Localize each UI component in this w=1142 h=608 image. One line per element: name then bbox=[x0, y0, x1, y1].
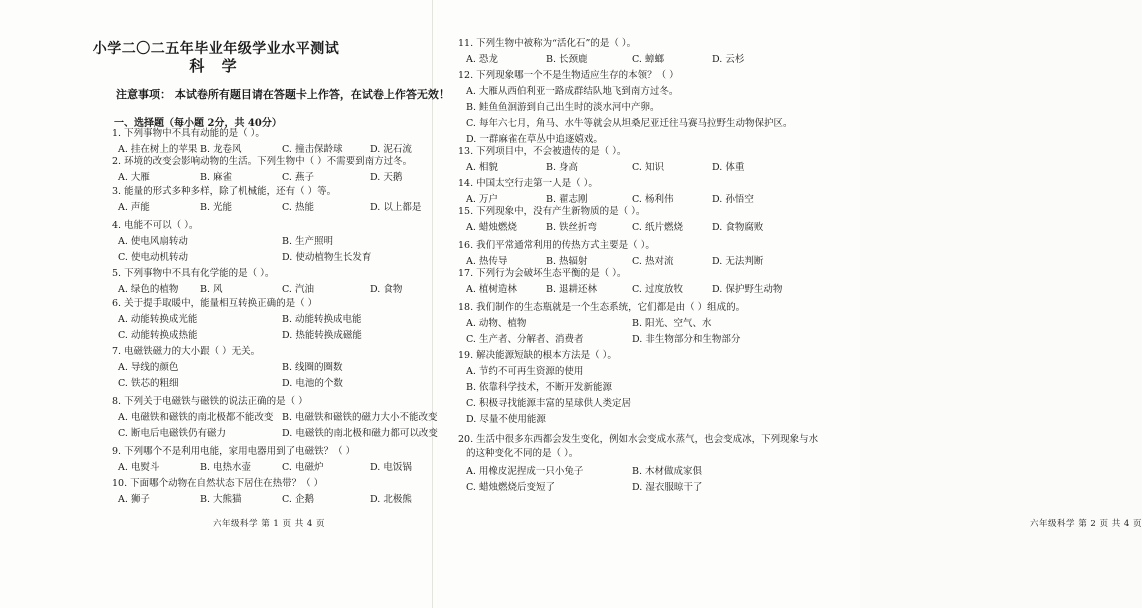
answer-option: D. 电磁铁的南北极和磁力都可以改变 bbox=[282, 428, 438, 439]
answer-option: C. 热能 bbox=[282, 202, 314, 213]
answer-option: A. 相貌 bbox=[466, 162, 498, 173]
answer-option: C. 企鹅 bbox=[282, 494, 314, 505]
question-text: 20. 生活中很多东西都会发生变化，例如水会变成水蒸气，也会变成冰，下列现象与水 bbox=[458, 434, 819, 445]
answer-option: D. 孙悟空 bbox=[712, 194, 754, 205]
question-text: 16. 我们平常通常利用的传热方式主要是（ ）。 bbox=[458, 240, 655, 251]
exam-subject: 科 学 bbox=[189, 57, 243, 75]
answer-option: D. 北极熊 bbox=[370, 494, 412, 505]
answer-option: C. 电磁炉 bbox=[282, 462, 324, 473]
answer-option: A. 动能转换成光能 bbox=[118, 314, 198, 325]
answer-option: A. 电熨斗 bbox=[118, 462, 160, 473]
answer-option: D. 湿衣服晾干了 bbox=[632, 482, 703, 493]
question-text: 3. 能量的形式多种多样，除了机械能，还有（ ）等。 bbox=[112, 186, 337, 197]
question-text: 2. 环境的改变会影响动物的生活。下列生物中（ ）不需要到南方过冬。 bbox=[112, 156, 413, 167]
right-page-footer: 六年级科学 第 2 页 共 4 页 bbox=[1030, 519, 1142, 529]
answer-option: C. 汽油 bbox=[282, 284, 314, 295]
answer-option: A. 万户 bbox=[466, 194, 498, 205]
answer-option: A. 绿色的植物 bbox=[118, 284, 179, 295]
answer-option: A. 恐龙 bbox=[466, 54, 498, 65]
answer-option: B. 光能 bbox=[200, 202, 233, 213]
answer-option: A. 热传导 bbox=[466, 256, 508, 267]
answer-option: B. 动能转换成电能 bbox=[282, 314, 362, 325]
question-text: 15. 下列现象中，没有产生新物质的是（ ）。 bbox=[458, 206, 646, 217]
answer-option: B. 电热水壶 bbox=[200, 462, 252, 473]
answer-option: B. 龙卷风 bbox=[200, 144, 242, 155]
question-text: 6. 关于提手取暖中，能量相互转换正确的是（ ） bbox=[112, 298, 318, 309]
question-text: 7. 电磁铁磁力的大小跟（ ）无关。 bbox=[112, 346, 261, 357]
answer-option: C. 撞击保龄球 bbox=[282, 144, 343, 155]
question-text: 13. 下列项目中，不会被遗传的是（ ）。 bbox=[458, 146, 627, 157]
answer-option: C. 蜡烛燃烧后变短了 bbox=[466, 482, 555, 493]
answer-option: B. 电磁铁和磁铁的磁力大小不能改变 bbox=[282, 412, 438, 423]
answer-option: A. 使电风扇转动 bbox=[118, 236, 188, 247]
question-text: 18. 我们制作的生态瓶就是一个生态系统，它们都是由（ ）组成的。 bbox=[458, 302, 746, 313]
right-page bbox=[432, 0, 1142, 608]
answer-option: D. 非生物部分和生物部分 bbox=[632, 334, 741, 345]
answer-option: C. 动能转换成热能 bbox=[118, 330, 198, 341]
answer-option: C. 燕子 bbox=[282, 172, 314, 183]
answer-option: A. 导线的颜色 bbox=[118, 362, 179, 373]
answer-option: B. 长颈鹿 bbox=[546, 54, 588, 65]
answer-option: D. 无法判断 bbox=[712, 256, 764, 267]
answer-option: C. 积极寻找能源丰富的星球供人类定居 bbox=[466, 398, 631, 409]
answer-option: D. 食物 bbox=[370, 284, 403, 295]
left-page bbox=[0, 0, 450, 608]
answer-option: D. 尽量不使用能源 bbox=[466, 414, 546, 425]
answer-option: B. 阳光、空气、水 bbox=[632, 318, 712, 329]
question-text: 14. 中国太空行走第一人是（ ）。 bbox=[458, 178, 598, 189]
answer-option: A. 蜡烛燃烧 bbox=[466, 222, 517, 233]
answer-option: D. 体重 bbox=[712, 162, 745, 173]
answer-option: C. 杨利伟 bbox=[632, 194, 674, 205]
answer-option: B. 大熊猫 bbox=[200, 494, 242, 505]
answer-option: D. 食物腐败 bbox=[712, 222, 764, 233]
answer-option: B. 生产照明 bbox=[282, 236, 334, 247]
answer-option: B. 线圈的圈数 bbox=[282, 362, 343, 373]
answer-option: D. 保护野生动物 bbox=[712, 284, 783, 295]
left-page-footer: 六年级科学 第 1 页 共 4 页 bbox=[213, 519, 326, 529]
question-text-continued: 的这种变化不同的是（ ）。 bbox=[466, 448, 579, 459]
answer-option: A. 用橡皮泥捏成一只小兔子 bbox=[466, 466, 584, 477]
answer-option: B. 木材做成家俱 bbox=[632, 466, 703, 477]
answer-option: D. 一群麻雀在草丛中追逐嬉戏。 bbox=[466, 134, 603, 145]
answer-option: D. 天鹅 bbox=[370, 172, 403, 183]
answer-option: C. 断电后电磁铁仍有磁力 bbox=[118, 428, 226, 439]
question-text: 17. 下列行为会破坏生态平衡的是（ ）。 bbox=[458, 268, 627, 279]
answer-option: C. 过度放牧 bbox=[632, 284, 683, 295]
answer-option: C. 使电动机转动 bbox=[118, 252, 188, 263]
question-text: 1. 下列事物中不具有动能的是（ ）。 bbox=[112, 128, 265, 139]
answer-option: A. 电磁铁和磁铁的南北极都不能改变 bbox=[118, 412, 274, 423]
answer-option: C. 生产者、分解者、消费者 bbox=[466, 334, 584, 345]
answer-option: D. 热能转换成磁能 bbox=[282, 330, 362, 341]
answer-option: B. 铁丝折弯 bbox=[546, 222, 598, 233]
answer-option: D. 电池的个数 bbox=[282, 378, 343, 389]
answer-option: C. 知识 bbox=[632, 162, 664, 173]
answer-option: B. 翟志刚 bbox=[546, 194, 588, 205]
question-text: 9. 下列哪个不是利用电能，家用电器用到了电磁铁？（ ） bbox=[112, 446, 356, 457]
answer-option: D. 使动植物生长发育 bbox=[282, 252, 372, 263]
section-heading: 一、选择题（每小题 2分，共 40分） bbox=[114, 118, 282, 129]
exam-notice: 注意事项： 本试卷所有题目请在答题卡上作答，在试卷上作答无效！ bbox=[116, 88, 450, 101]
question-text: 5. 下列事物中不具有化学能的是（ ）。 bbox=[112, 268, 275, 279]
answer-option: B. 热辐射 bbox=[546, 256, 588, 267]
answer-option: C. 纸片燃烧 bbox=[632, 222, 683, 233]
answer-option: C. 铁芯的粗细 bbox=[118, 378, 179, 389]
answer-option: C. 蟑螂 bbox=[632, 54, 664, 65]
question-text: 19. 解决能源短缺的根本方法是（ ）。 bbox=[458, 350, 617, 361]
answer-option: B. 退耕还林 bbox=[546, 284, 598, 295]
answer-option: C. 每年六七月，角马、水牛等就会从坦桑尼亚迁往马赛马拉野生动物保护区。 bbox=[466, 118, 793, 129]
answer-option: A. 大雁从西伯利亚一路成群结队地飞到南方过冬。 bbox=[466, 86, 679, 97]
question-text: 12. 下列现象哪一个不是生物适应生存的本领？（ ） bbox=[458, 70, 679, 81]
answer-option: D. 云杉 bbox=[712, 54, 745, 65]
answer-option: B. 风 bbox=[200, 284, 223, 295]
answer-option: A. 挂在树上的苹果 bbox=[118, 144, 198, 155]
answer-option: B. 依靠科学技术，不断开发新能源 bbox=[466, 382, 613, 393]
answer-option: C. 热对流 bbox=[632, 256, 674, 267]
answer-option: D. 电饭锅 bbox=[370, 462, 412, 473]
answer-option: B. 麻雀 bbox=[200, 172, 233, 183]
answer-option: D. 泥石流 bbox=[370, 144, 412, 155]
answer-option: B. 身高 bbox=[546, 162, 579, 173]
answer-option: A. 大雁 bbox=[118, 172, 150, 183]
answer-option: A. 声能 bbox=[118, 202, 150, 213]
question-text: 11. 下列生物中被称为“活化石”的是（ ）。 bbox=[458, 38, 637, 49]
answer-option: D. 以上都是 bbox=[370, 202, 422, 213]
answer-option: B. 鲑鱼鱼洄游到自己出生时的淡水河中产卵。 bbox=[466, 102, 660, 113]
answer-option: A. 狮子 bbox=[118, 494, 150, 505]
question-text: 4. 电能不可以（ ）。 bbox=[112, 220, 199, 231]
question-text: 8. 下列关于电磁铁与磁铁的说法正确的是（ ） bbox=[112, 396, 308, 407]
answer-option: A. 节约不可再生资源的使用 bbox=[466, 366, 584, 377]
answer-option: A. 动物、植物 bbox=[466, 318, 527, 329]
exam-title: 小学二〇二五年毕业年级学业水平测试 bbox=[92, 41, 340, 57]
question-text: 10. 下面哪个动物在自然状态下居住在热带？（ ） bbox=[112, 478, 324, 489]
answer-option: A. 植树造林 bbox=[466, 284, 517, 295]
